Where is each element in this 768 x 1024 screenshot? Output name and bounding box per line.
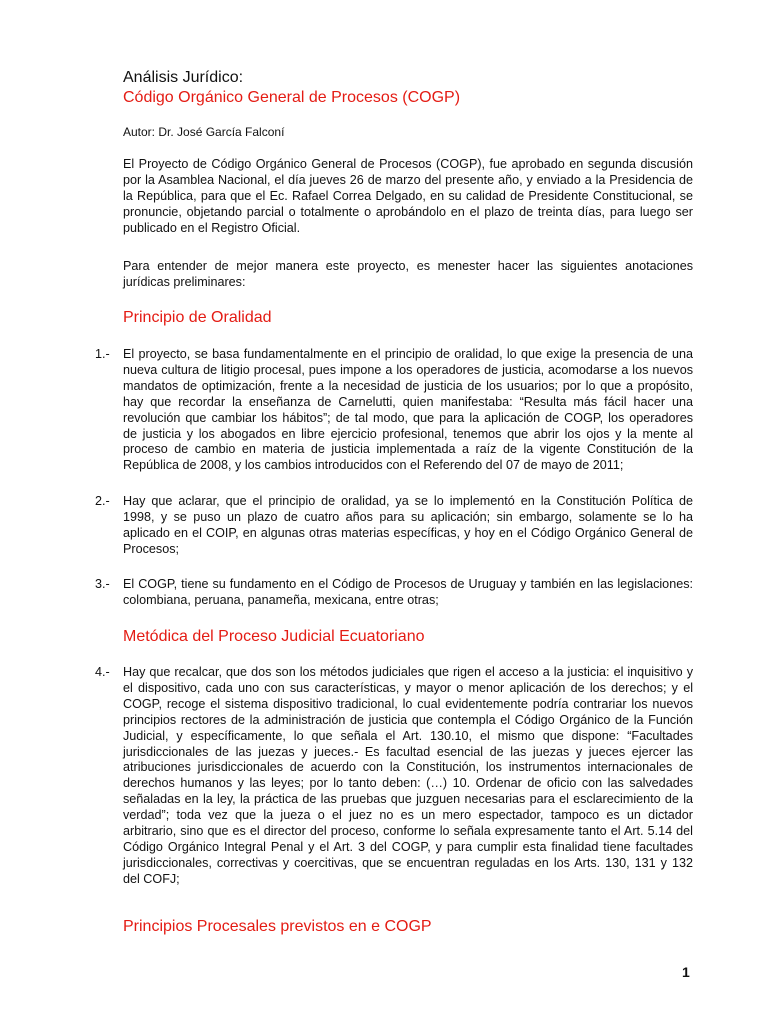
paragraph-line: publicado en el Registro Oficial.	[123, 220, 301, 235]
paragraph-line: República de 2008, y los cambios introducidos con el Referendo del 07 de mayo de 2011;	[123, 458, 624, 473]
paragraph-line: jurisdiccionales de las juezas y jueces.- Es facultad esencial de las juezas y jueces ejercer las	[123, 744, 693, 759]
paragraph-line: el dispositivo, cada uno con sus características, y mayor o menor aplicación de los derechos; y el	[123, 680, 693, 695]
paragraph-line: El Proyecto de Código Orgánico General de Procesos (COGP), fue aprobado en segunda discusión	[123, 157, 693, 171]
author-line: Autor: Dr. José García Falconí	[123, 125, 285, 139]
section-title-principios: Principios Procesales previstos en e COGP	[123, 918, 432, 935]
item-3-paragraph	[123, 577, 693, 609]
paragraph-line: Hay que aclarar, que el principio de oralidad, ya se lo implementó en la Constitución Política de	[123, 494, 693, 508]
document-label: Análisis Jurídico:	[123, 69, 244, 86]
paragraph-line: derechos humanos y las leyes; por lo tanto deben: (…) 10. Ordenar de oficio con las salvedades	[123, 776, 693, 791]
paragraph-line: Para entender de mejor manera este proyecto, es menester hacer las siguientes anotaciones	[123, 259, 693, 273]
document-title: Código Orgánico General de Procesos (COGP)	[123, 89, 461, 106]
paragraph-line: señaladas en la ley, la práctica de las pruebas que juzguen necesarias para el esclarecimiento de la	[123, 792, 693, 807]
paragraph-line: de justicia y los abogados en libre ejercicio profesional, tenemos que abrir los ojos y la mente al	[123, 426, 693, 441]
paragraph-line: proceso de cambio en materia de justicia implementada a raíz de la vigente Constitución de la	[123, 442, 693, 457]
item-number: 2.-	[95, 494, 110, 508]
paragraph-line: El proyecto, se basa fundamentalmente en el principio de oralidad, lo que exige la presencia de una	[123, 347, 693, 361]
intro-paragraph-1	[123, 157, 693, 237]
section-title-metodica: Metódica del Proceso Judicial Ecuatoriano	[123, 628, 425, 645]
section-title-oralidad: Principio de Oralidad	[123, 309, 272, 326]
paragraph-line: verdad”; toda vez que la jueza o el juez no es un mero espectador, tampoco es un dictador	[123, 808, 693, 823]
paragraph-line: colombiana, peruana, panameña, mexicana, entre otras;	[123, 592, 439, 607]
item-2-paragraph	[123, 494, 693, 558]
paragraph-line: hay que recordar la enseñanza de Carnelutti, quien manifestaba: “Resulta más fácil hacer una	[123, 394, 693, 409]
paragraph-line: del COFJ;	[123, 871, 180, 886]
item-number: 4.-	[95, 665, 110, 679]
paragraph-line: por la Asamblea Nacional, el día jueves 26 de marzo del presente año, y enviado a la Presidencia de	[123, 172, 693, 187]
item-number: 3.-	[95, 577, 110, 591]
paragraph-line: atribuciones jurisdiccionales de acuerdo con la Constitución, los instrumentos internacionales de	[123, 760, 693, 775]
paragraph-line: revolución que cambiar los hábitos”; de tal modo, que para la aplicación de COGP, los operadores	[123, 410, 693, 425]
paragraph-line: Judicial, y específicamente, lo que señala el Art. 130.10, el mismo que dispone: “Facultades	[123, 728, 693, 743]
paragraph-line: El COGP, tiene su fundamento en el Código de Procesos de Uruguay y también en las legislaciones:	[123, 577, 693, 591]
paragraph-line: aplicado en el COIP, en algunas otras materias específicas, y hoy en el Código Orgánico General de	[123, 525, 693, 540]
paragraph-line: la República, para que el Ec. Rafael Correa Delgado, en su calidad de Presidente Constitucional, se	[123, 188, 693, 203]
paragraph-line: COGP, recoge el sistema dispositivo tradicional, lo cual evidentemente podría contrariar los nuevos	[123, 696, 693, 711]
intro-paragraph-2	[123, 259, 693, 291]
paragraph-line: principios rectores de la administración de justicia que contempla el Código Orgánico de la Función	[123, 712, 693, 727]
paragraph-line: Procesos;	[123, 541, 179, 556]
paragraph-line: nueva cultura de litigio procesal, pues impone a los operadores de justicia, acomodarse a los nuevos	[123, 362, 693, 377]
paragraph-line: jurídicas preliminares:	[123, 274, 246, 289]
paragraph-line: Hay que recalcar, que dos son los métodos judiciales que rigen el acceso a la justicia: el inquisitivo y	[123, 665, 693, 679]
item-4-paragraph	[123, 665, 693, 888]
page-number: 1	[682, 964, 690, 980]
paragraph-line: arbitrario, sino que es el director del proceso, conforme lo señala expresamente tanto el Art. 5.14 del	[123, 824, 693, 839]
item-1-paragraph	[123, 347, 693, 474]
paragraph-line: Código Orgánico Integral Penal y el Art. 3 del COGP, y para cumplir esta finalidad tiene facultades	[123, 839, 693, 854]
item-number: 1.-	[95, 347, 110, 361]
paragraph-line: 1998, y se puso un plazo de cuatro años para su aplicación; sin embargo, solamente se lo ha	[123, 509, 693, 524]
paragraph-line: jurisdiccionales, correctivas y coercitivas, que se encuentran reguladas en los Arts. 130, 131 y 132	[123, 855, 693, 870]
paragraph-line: mandatos de optimización, frente a la necesidad de justicia de los usuarios; por lo que a propósito,	[123, 378, 693, 393]
paragraph-line: pronuncie, objetando parcial o totalmente o aprobándolo en el plazo de treinta días, para luego ser	[123, 204, 693, 219]
